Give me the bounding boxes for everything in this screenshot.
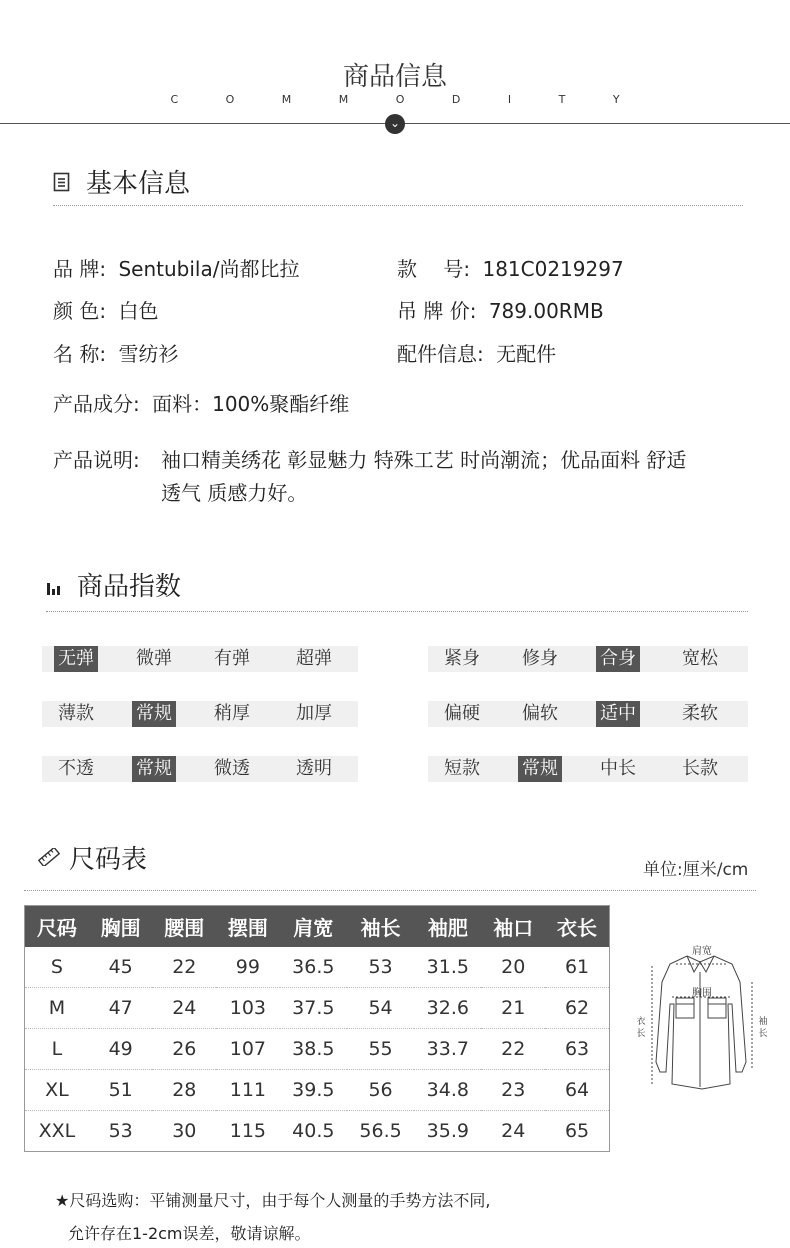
table-cell: 107 (216, 1029, 280, 1070)
table-cell: 22 (152, 947, 216, 988)
table-cell: 103 (216, 988, 280, 1029)
diagram-chest-label: 胸围 (692, 988, 712, 999)
index-option-selected: 常规 (518, 756, 562, 782)
page-title: 商品信息 (342, 62, 447, 92)
table-cell: 39.5 (280, 1070, 347, 1111)
table-cell: 22 (481, 1029, 545, 1070)
table-cell: 55 (347, 1029, 414, 1070)
table-cell: 53 (89, 1111, 153, 1152)
diagram-length-label-1: 衣 (636, 1017, 646, 1027)
tag-price-label: 吊 牌 价: (397, 299, 477, 323)
index-option: 微弹 (136, 648, 172, 669)
table-row (25, 1029, 610, 1070)
tag-price-value: 789.00RMB (488, 299, 604, 323)
index-option: 稍厚 (214, 703, 250, 724)
table-cell: 36.5 (280, 947, 347, 988)
description-label: 产品说明: (53, 448, 140, 472)
table-row (25, 988, 610, 1029)
index-option: 超弹 (296, 648, 332, 669)
table-cell: 63 (545, 1029, 609, 1070)
table-cell: 61 (545, 947, 609, 988)
ruler-icon (38, 848, 60, 866)
style-no-label: 款 号: (397, 257, 471, 281)
table-cell: 24 (152, 988, 216, 1029)
table-cell: 111 (216, 1070, 280, 1111)
index-option: 加厚 (296, 703, 332, 724)
table-row (25, 1070, 610, 1111)
basic-info-heading: 基本信息 (86, 169, 191, 199)
index-option: 有弹 (214, 648, 250, 669)
diagram-shoulder-label: 肩宽 (692, 946, 712, 957)
size-chart-heading: 尺码表 (69, 845, 148, 875)
table-row (25, 947, 610, 988)
description-line-1: 袖口精美绣花 彰显魅力 特殊工艺 时尚潮流；优品面料 舒适 (161, 448, 687, 472)
size-column-header: 袖肥 (414, 906, 481, 948)
name-row (53, 338, 178, 367)
dotted-divider (53, 205, 743, 206)
table-cell: 38.5 (280, 1029, 347, 1070)
index-option-selected: 适中 (596, 701, 640, 727)
brand-row (53, 253, 299, 282)
index-group-2 (42, 701, 358, 727)
document-icon (53, 172, 71, 192)
index-group-0 (42, 646, 358, 672)
style-no-row (397, 253, 624, 282)
index-option: 中长 (600, 758, 636, 779)
size-column-header: 肩宽 (280, 906, 347, 948)
accessory-row (397, 338, 556, 367)
index-option-selected: 常规 (132, 701, 176, 727)
table-cell: M (25, 988, 89, 1029)
index-option: 偏硬 (444, 703, 480, 724)
index-option: 紧身 (444, 648, 480, 669)
table-cell: 35.9 (414, 1111, 481, 1152)
index-group-5 (428, 756, 748, 782)
page-subtitle: C O M M O D I T Y (170, 93, 642, 106)
diagram-sleeve-label-2: 长 (758, 1029, 768, 1039)
style-no-value: 181C0219297 (482, 257, 624, 281)
size-column-header: 摆围 (216, 906, 280, 948)
index-group-1 (428, 646, 748, 672)
table-row (25, 1111, 610, 1152)
index-option: 宽松 (682, 648, 718, 669)
table-cell: 115 (216, 1111, 280, 1152)
table-cell: S (25, 947, 89, 988)
table-cell: 33.7 (414, 1029, 481, 1070)
table-cell: L (25, 1029, 89, 1070)
table-cell: 37.5 (280, 988, 347, 1029)
diagram-sleeve-label-1: 袖 (758, 1017, 768, 1027)
table-cell: 51 (89, 1070, 153, 1111)
size-note-line-2: 允许存在1-2cm误差，敬请谅解。 (68, 1224, 311, 1243)
accessory-value: 无配件 (496, 342, 557, 366)
table-cell: 34.8 (414, 1070, 481, 1111)
index-option-selected: 常规 (132, 756, 176, 782)
index-option: 薄款 (58, 703, 94, 724)
index-option: 不透 (58, 758, 94, 779)
size-table-header (25, 906, 610, 948)
table-cell: 31.5 (414, 947, 481, 988)
index-option-selected: 无弹 (54, 646, 98, 672)
color-label: 颜 色: (53, 299, 107, 323)
table-cell: 99 (216, 947, 280, 988)
table-cell: 64 (545, 1070, 609, 1111)
table-cell: 30 (152, 1111, 216, 1152)
table-cell: XXL (25, 1111, 89, 1152)
index-heading: 商品指数 (77, 572, 182, 602)
dotted-divider (46, 611, 748, 612)
brand-value: Sentubila/尚都比拉 (118, 257, 300, 281)
size-column-header: 衣长 (545, 906, 609, 948)
table-cell: 40.5 (280, 1111, 347, 1152)
description-line-2: 透气 质感力好。 (161, 481, 308, 505)
index-option: 修身 (522, 648, 558, 669)
name-label: 名 称: (53, 342, 107, 366)
size-column-header: 袖长 (347, 906, 414, 948)
index-option: 短款 (444, 758, 480, 779)
index-option: 透明 (296, 758, 332, 779)
size-column-header: 腰围 (152, 906, 216, 948)
table-cell: 56 (347, 1070, 414, 1111)
index-option: 柔软 (682, 703, 718, 724)
table-cell: 21 (481, 988, 545, 1029)
table-cell: 28 (152, 1070, 216, 1111)
size-column-header: 胸围 (89, 906, 153, 948)
bar-chart-icon (46, 580, 64, 596)
size-column-header: 尺码 (25, 906, 89, 948)
index-option: 偏软 (522, 703, 558, 724)
index-option: 微透 (214, 758, 250, 779)
color-row (53, 295, 158, 324)
dotted-divider (24, 890, 756, 891)
table-cell: 62 (545, 988, 609, 1029)
size-note-line-1: ★尺码选购：平铺测量尺寸，由于每个人测量的手势方法不同, (55, 1191, 491, 1210)
table-cell: 65 (545, 1111, 609, 1152)
index-group-4 (42, 756, 358, 782)
unit-label: 单位:厘米/cm (643, 860, 749, 880)
tag-price-row (397, 295, 604, 324)
table-cell: 53 (347, 947, 414, 988)
color-value: 白色 (118, 299, 159, 323)
table-cell: 26 (152, 1029, 216, 1070)
brand-label: 品 牌: (53, 257, 107, 281)
table-cell: 49 (89, 1029, 153, 1070)
composition-label: 产品成分: (53, 392, 140, 416)
table-cell: 23 (481, 1070, 545, 1111)
size-column-header: 袖口 (481, 906, 545, 948)
accessory-label: 配件信息: (397, 342, 484, 366)
table-cell: XL (25, 1070, 89, 1111)
table-cell: 32.6 (414, 988, 481, 1029)
size-table (24, 905, 610, 1152)
table-cell: 24 (481, 1111, 545, 1152)
table-cell: 45 (89, 947, 153, 988)
composition-value: 面料：100%聚酯纤维 (152, 392, 350, 416)
table-cell: 20 (481, 947, 545, 988)
index-group-3 (428, 701, 748, 727)
name-value: 雪纺衫 (118, 342, 179, 366)
composition-row (53, 388, 349, 417)
index-option-selected: 合身 (596, 646, 640, 672)
index-option: 长款 (682, 758, 718, 779)
shirt-measurement-diagram (632, 942, 772, 1092)
diagram-length-label-2: 长 (636, 1029, 646, 1039)
table-cell: 47 (89, 988, 153, 1029)
chevron-down-icon: ⌄ (385, 114, 405, 134)
table-cell: 54 (347, 988, 414, 1029)
table-cell: 56.5 (347, 1111, 414, 1152)
